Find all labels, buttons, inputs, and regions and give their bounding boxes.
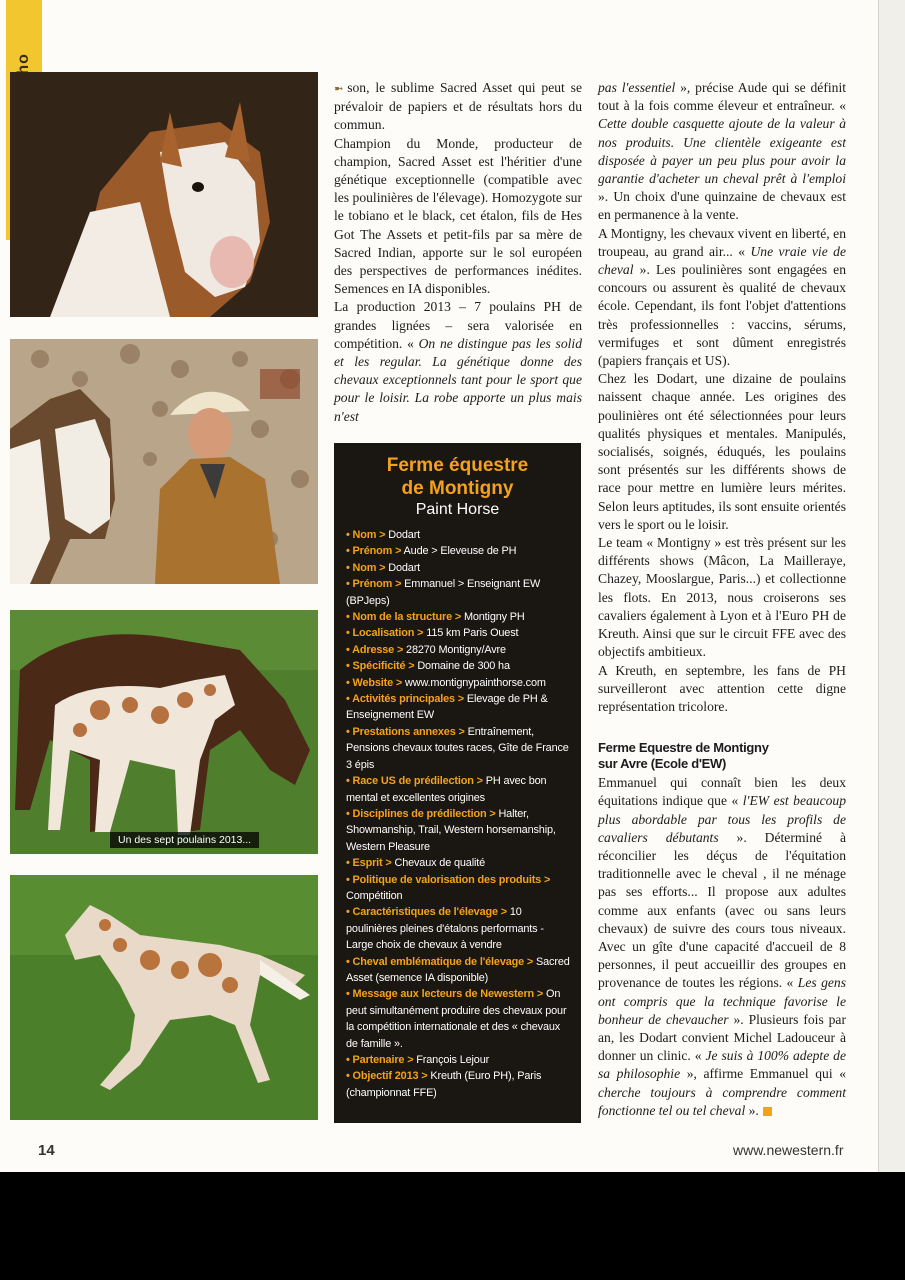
info-item	[346, 872, 571, 905]
paragraph: La production 2013 – 7 poulains PH de grandes lignées – sera valorisée en compétition. « On ne distingue pas les solid et les regular. La génétique donne des chevaux exceptionnels tant pour le sport que pour le loisir. La robe apporte un plus mais n'est	[334, 299, 582, 424]
subsection-heading: Ferme Equestre de Montigny sur Avre (Ecole d'EW)	[598, 740, 769, 772]
info-item	[346, 625, 571, 641]
bullet-icon: •	[346, 693, 353, 706]
bullet-icon: •	[346, 857, 353, 870]
info-item-key: Nom >	[352, 529, 386, 541]
info-item-value: 10 poulinières pleines d'étalons performants - Large choix de chevaux à vendre	[346, 906, 544, 952]
info-item-value: François Lejour	[413, 1054, 490, 1066]
paragraph: Champion du Monde, producteur de champion, Sacred Asset est l'héritier d'une génétique exceptionnelle (compatible avec les poulinières de l'élevage). Homozygote sur le tobiano et le black, cet étalon, fils de Hes Got The Assets et petit-fils par sa mère de Sacred Indian, apporte sur le sol européen des perspectives de performances inédites. Semences en IA disponibles.	[334, 135, 582, 297]
info-item-key: Spécificité >	[352, 660, 415, 673]
facing-page-edge	[878, 0, 905, 1172]
info-item-value: On peut simultanément produire des chevaux pour la compétition internationale et des « chevaux de famille ».	[346, 988, 567, 1050]
info-item-value: Sacred Asset (semence IA disponible)	[346, 955, 570, 984]
bullet-icon: •	[346, 545, 353, 558]
paragraph: ➼ son, le sublime Sacred Asset qui peut se prévaloir de papiers et de résultats hors du commun.	[334, 80, 582, 133]
paragraph: Chez les Dodart, une dizaine de poulains naissent chaque année. Les origines des poulinières ont été sélectionnées pour leurs qualités physiques et mentales. Manipulés, socialisés, soignés, éduqués, les poulains sont présentés sur les différents shows de race pour mettre en lumière leurs mérites. Selon leurs aptitudes, ils sont ensuite orientés vers le sport ou le loisir.	[598, 371, 846, 532]
end-of-article-mark	[763, 1107, 772, 1116]
info-item-key: Politique de valorisation des produits >	[352, 873, 551, 886]
bullet-icon: •	[346, 529, 353, 541]
info-item	[346, 691, 571, 724]
info-item-value: 115 km Paris Ouest	[423, 627, 519, 640]
info-item-key: Nom de la structure >	[352, 611, 462, 624]
info-item-key: Message aux lecteurs de Newestern >	[352, 988, 544, 1001]
info-item-value: Entraînement, Pensions chevaux toutes races, Gîte de France 3 épis	[346, 725, 569, 771]
info-item-key: Prestations annexes >	[352, 725, 465, 738]
info-item-key: Objectif 2013 >	[352, 1070, 428, 1083]
bullet-icon: •	[346, 561, 353, 574]
continuation-arrow-icon: ➼	[334, 82, 344, 95]
info-box-subtitle: Paint Horse	[415, 501, 500, 518]
info-item	[346, 642, 571, 658]
article-column-3	[598, 79, 846, 1120]
bullet-icon: •	[346, 955, 353, 968]
bullet-icon: •	[346, 611, 353, 624]
photo-caption: Un des sept poulains 2013...	[110, 832, 259, 848]
bullet-icon: •	[346, 775, 353, 788]
info-item-key: Activités principales >	[352, 693, 464, 706]
info-item-key: Adresse >	[352, 643, 404, 656]
bullet-icon: •	[346, 807, 353, 820]
info-item	[346, 773, 571, 806]
info-item-value: Compétition	[346, 889, 403, 902]
info-item-key: Esprit >	[352, 857, 392, 870]
bullet-icon: •	[346, 643, 353, 656]
info-item	[346, 904, 571, 953]
info-item	[346, 724, 571, 773]
info-box	[334, 443, 581, 1123]
info-item	[346, 855, 571, 871]
info-item	[346, 986, 571, 1052]
info-item	[346, 560, 571, 576]
info-item	[346, 658, 571, 674]
photo-mare-and-foal	[10, 610, 318, 854]
info-item	[346, 543, 571, 559]
info-item	[346, 527, 571, 543]
bullet-icon: •	[346, 660, 353, 673]
bullet-icon: •	[346, 725, 353, 738]
info-item-value: Emmanuel > Enseignant EW (BPJeps)	[346, 578, 541, 607]
info-item-key: Cheval emblématique de l'élevage >	[352, 955, 534, 968]
paragraph: pas l'essentiel », précise Aude qui se définit tout à la fois comme éleveur et entraîneur. « Cette double casquette ajoute de la valeur à nos produits. Une clientèle exigeante est disposée à payer un peu plus pour avoir la garantie d'acheter un cheval prêt à l'emploi ». Un choix d'une quinzaine de chevaux est en permanence à la vente.	[598, 80, 846, 223]
photo-trotting-foal	[10, 875, 318, 1120]
info-item-value: Dodart	[385, 561, 421, 574]
paragraph: A Kreuth, en septembre, les fans de PH surveilleront avec attention cette digne représentation tricolore.	[598, 662, 846, 714]
info-item-value: Elevage de PH & Enseignement EW	[346, 693, 548, 722]
info-item-value: Domaine de 300 ha	[414, 660, 510, 673]
photo-owner-with-horse	[10, 339, 318, 584]
info-item-key: Disciplines de prédilection >	[352, 807, 496, 820]
bullet-icon: •	[346, 906, 353, 919]
paragraph: Emmanuel qui connaît bien les deux équitations indique que « l'EW est beaucoup plus abordable par tous les profils de cavaliers débutants ». Déterminé à réconcilier les déçus de l'équitation traditionnelle avec le cheval , il ne ménage pas ses efforts... Il propose aux adultes comme aux enfants (avec ou sans leurs chevaux) de suivre des cours tous niveaux. Avec un gîte d'une capacité d'accueil de 8 personnes, il peut accueillir des groupes en provenance de toutes les régions. « Les gens ont compris que la technique favorise le bonheur de chevaucher ». Plusieurs fois par an, les Dodart convient Michel Ladouceur à donner un clinic. « Je suis à 100% adepte de sa philosophie », affirme Emmanuel qui « cherche toujours à comprendre comment fonctionne tel ou tel cheval ».	[598, 775, 847, 1118]
info-item-key: Race US de prédilection >	[352, 775, 483, 788]
info-item-value: Halter, Showmanship, Trail, Western horsemanship, Western Pleasure	[346, 807, 556, 853]
magazine-website: www.newestern.fr	[733, 1142, 844, 1158]
info-item-value: PH avec bon mental et excellentes origines	[346, 775, 547, 804]
page-number: 14	[38, 1142, 55, 1159]
paragraph: A Montigny, les chevaux vivent en liberté, en troupeau, au grand air... « Une vraie vie de cheval ». Les poulinières sont engagées en concours ou assurent ès qualité de chevaux école. Cependant, ils font l'objet d'attentions très professionnelles : vaccins, sérums, vermifuges et sont dûment enregistrés (papiers français et US).	[598, 225, 847, 369]
bullet-icon: •	[346, 873, 353, 886]
bullet-icon: •	[346, 1054, 353, 1066]
bullet-icon: •	[346, 627, 353, 640]
info-item	[346, 576, 571, 609]
bullet-icon: •	[346, 676, 353, 689]
info-item	[346, 954, 571, 987]
info-item	[346, 1068, 571, 1101]
bullet-icon: •	[346, 578, 353, 591]
info-item-key: Partenaire >	[352, 1054, 414, 1066]
bullet-icon: •	[346, 988, 353, 1001]
info-item-key: Prénom >	[352, 578, 402, 591]
info-item	[346, 806, 571, 855]
info-item-key: Caractéristiques de l'élevage >	[352, 906, 507, 919]
info-item-key: Nom >	[352, 561, 386, 574]
info-item-value: www.montignypainthorse.com	[402, 676, 546, 689]
info-item-value: 28270 Montigny/Avre	[403, 643, 506, 656]
info-box-title: Ferme équestre de Montigny	[386, 455, 529, 499]
info-item	[346, 675, 571, 691]
info-item	[346, 1052, 571, 1068]
info-box-list	[334, 527, 581, 1101]
info-item-value: Chevaux de qualité	[391, 857, 486, 870]
info-item-key: Prénom >	[352, 545, 402, 558]
info-item-value: Kreuth (Euro PH), Paris (championnat FFE)	[346, 1070, 542, 1099]
info-item-key: Localisation >	[352, 627, 424, 640]
info-item	[346, 609, 571, 625]
article-column-1	[334, 79, 582, 426]
info-item-value: Aude > Eleveuse de PH	[401, 545, 517, 558]
info-item-key: Website >	[352, 676, 403, 689]
paragraph: Le team « Montigny » est très présent sur les différents shows (Mâcon, La Mailleraye, Chazey, Mooslargue, Paris...) et collectionne les flots. En 2013, nous croiserons ses cavaliers également à Lyon et à l'Euro PH de Kreuth. Ainsi que sur le circuit FFE avec des objectifs ambitieux.	[598, 535, 846, 660]
bullet-icon: •	[346, 1070, 353, 1083]
info-item-value: Dodart	[385, 529, 421, 541]
info-item-value: Montigny PH	[461, 611, 525, 624]
photo-foal-portrait	[10, 72, 318, 317]
